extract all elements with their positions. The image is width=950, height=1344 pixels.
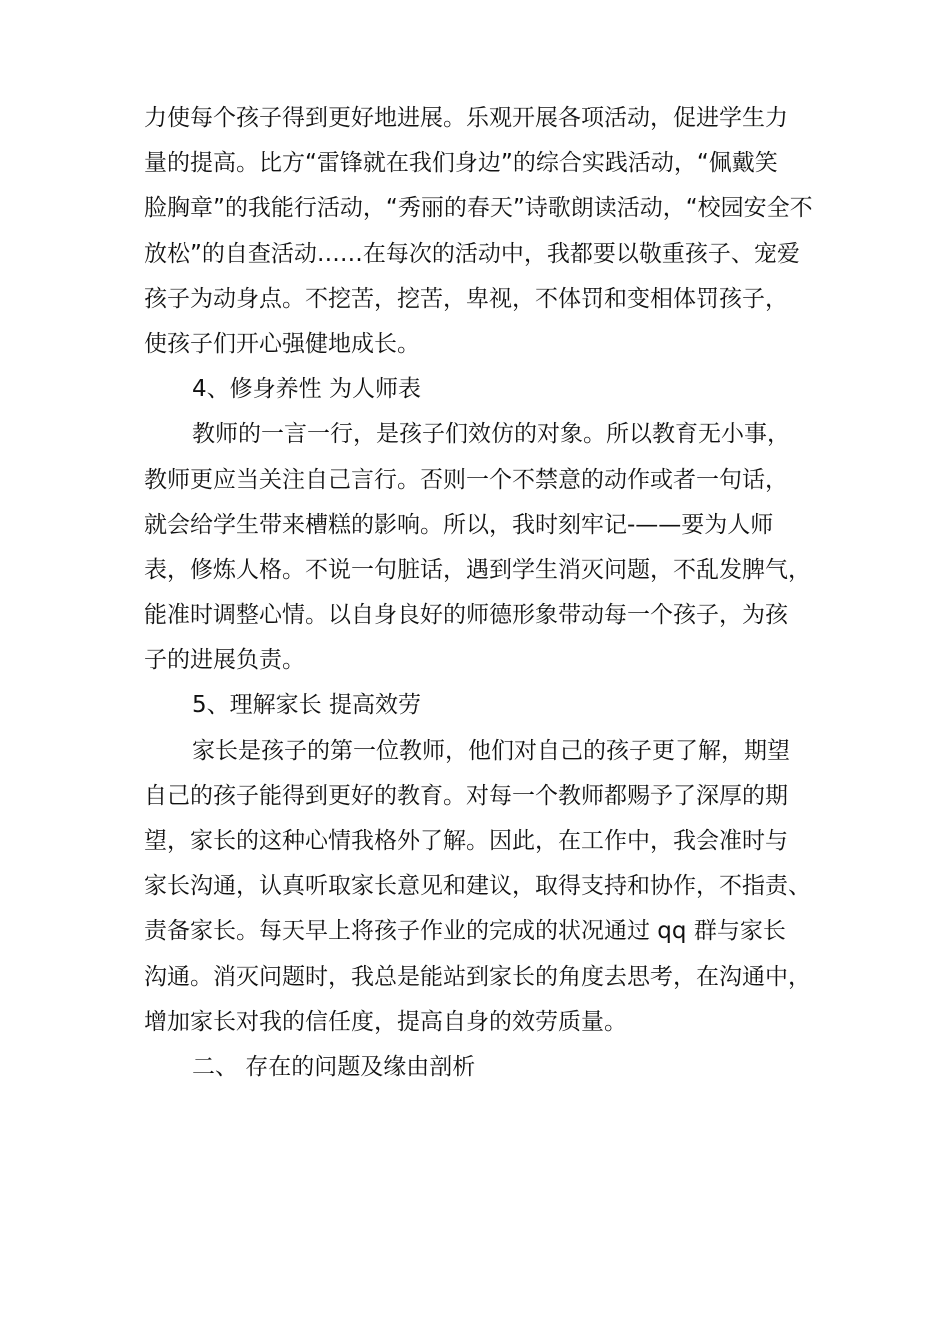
text-line: 量的提高。比方“雷锋就在我们身边”的综合实践活动，“佩戴笑 — [144, 150, 778, 177]
text-line: 子的进展负责。 — [144, 647, 305, 674]
document-body — [144, 96, 820, 1090]
text-line: 家长是孩子的第一位教师，他们对自己的孩子更了解，期望 — [192, 737, 790, 764]
text-line: 教师更应当关注自己言行。否则一个不禁意的动作或者一句话， — [144, 466, 788, 493]
text-line: 孩子为动身点。不挖苦，挖苦，卑视，不体罚和变相体罚孩子， — [144, 285, 788, 312]
text-line: 责备家长。每天早上将孩子作业的完成的状况通过 qq 群与家长 — [144, 918, 786, 945]
text-line: 自己的孩子能得到更好的教育。对每一个教师都赐予了深厚的期 — [144, 782, 788, 809]
text-line: 表，修炼人格。不说一句脏话，遇到学生消灭问题，不乱发脾气， — [144, 556, 811, 583]
text-line: 家长沟通，认真听取家长意见和建议，取得支持和协作，不指责、 — [144, 873, 811, 900]
text-line: 望，家长的这种心情我格外了解。因此，在工作中，我会准时与 — [144, 828, 788, 854]
text-line: 就会给学生带来槽糕的影响。所以，我时刻牢记-——要为人师 — [144, 511, 774, 538]
text-line: 沟通。消灭问题时，我总是能站到家长的角度去思考，在沟通中， — [144, 963, 811, 990]
text-line: 放松”的自查活动……在每次的活动中，我都要以敬重孩子、宠爱 — [144, 240, 800, 267]
text-line: 二、 存在的问题及缘由剖析 — [192, 1053, 476, 1080]
text-line: 4、修身养性 为人师表 — [192, 376, 421, 403]
text-line: 增加家长对我的信任度，提高自身的效劳质量。 — [144, 1008, 627, 1035]
text-line: 力使每个孩子得到更好地进展。乐观开展各项活动，促进学生力 — [144, 105, 788, 131]
text-line: 5、理解家长 提高效劳 — [192, 692, 421, 719]
text-line: 脸胸章”的我能行活动，“秀丽的春天”诗歌朗读活动，“校园安全不 — [144, 195, 813, 222]
text-line: 教师的一言一行，是孩子们效仿的对象。所以教育无小事， — [192, 421, 790, 448]
text-line: 使孩子们开心强健地成长。 — [144, 330, 420, 357]
text-line: 能准时调整心情。以自身良好的师德形象带动每一个孩子，为孩 — [144, 602, 788, 629]
